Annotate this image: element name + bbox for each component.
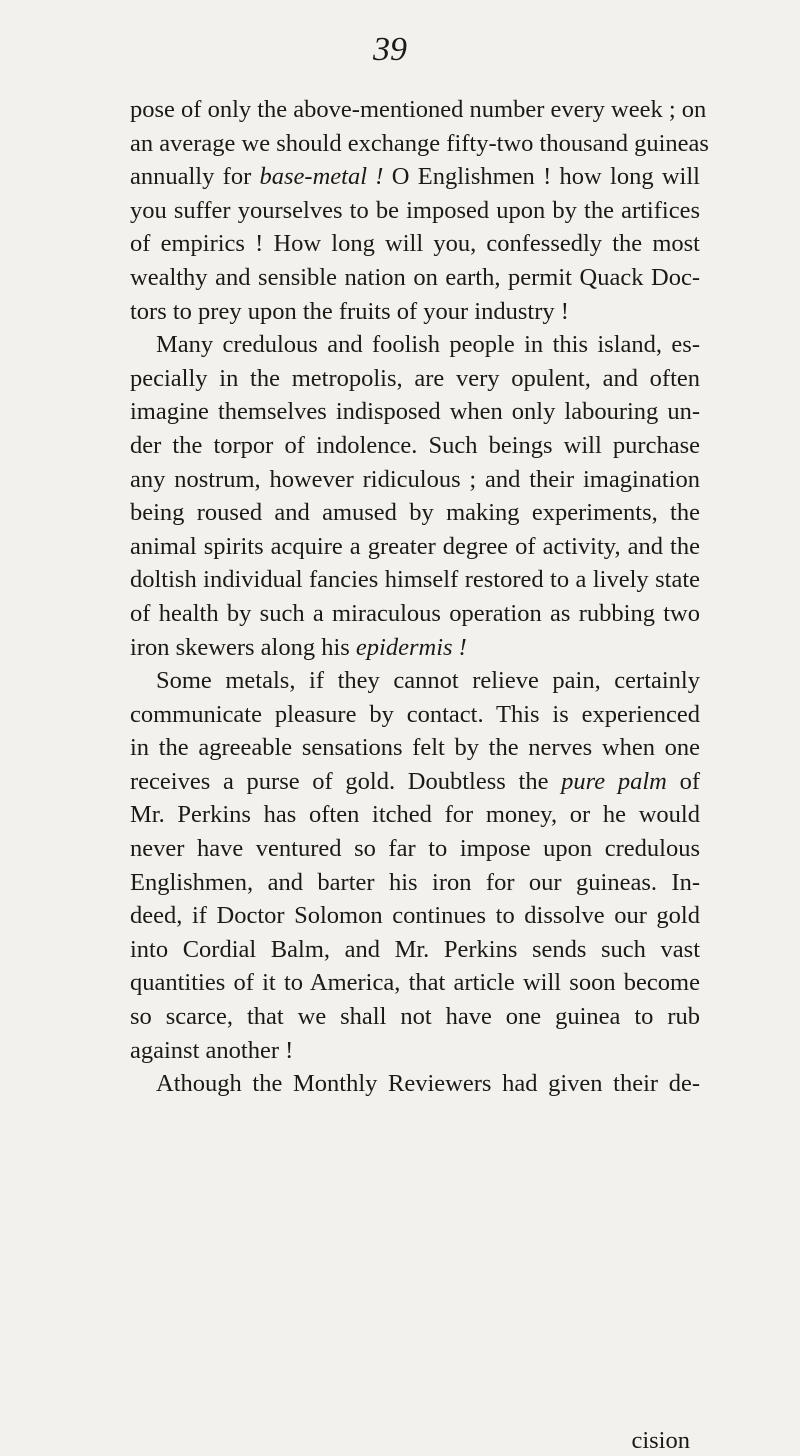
text-line: Athough the Monthly Reviewers had given their de-	[156, 1070, 700, 1098]
text-segment: annually for	[130, 163, 260, 191]
text-line: quantities of it to America, that article will soon become	[130, 969, 700, 997]
text-segment: iron skewers along his	[130, 633, 356, 661]
text-line: you suffer yourselves to be imposed upon by the artifices	[130, 196, 700, 224]
page-number: 39	[373, 31, 407, 68]
text-line: against another !	[130, 1036, 294, 1064]
text-line: into Cordial Balm, and Mr. Perkins sends such vast	[130, 935, 700, 963]
text-line: of health by such a miraculous operation as rubbing two	[130, 599, 700, 627]
text-line: der the torpor of indolence. Such beings will purchase	[130, 431, 700, 459]
text-line: deed, if Doctor Solomon continues to dissolve our gold	[130, 902, 700, 930]
body-text	[130, 93, 709, 1101]
text-segment: O Englishmen ! how long will	[383, 163, 700, 191]
text-line: tors to prey upon the fruits of your industry !	[130, 297, 569, 325]
text-line: being roused and amused by making experiments, the	[130, 499, 700, 527]
catchword: cision	[631, 1427, 690, 1454]
text-line: Englishmen, and barter his iron for our guineas. In-	[130, 868, 700, 896]
text-line	[130, 631, 700, 665]
italic-text: base-metal !	[259, 163, 384, 191]
text-line: never have ventured so far to impose upon credulous	[130, 835, 700, 863]
text-line	[130, 765, 700, 799]
text-line: Mr. Perkins has often itched for money, or he would	[130, 801, 700, 829]
text-line: pecially in the metropolis, are very opulent, and often	[130, 364, 700, 392]
text-segment: of	[666, 767, 701, 795]
italic-text: epidermis !	[355, 633, 467, 661]
text-line: an average we should exchange fifty-two thousand guineas	[130, 129, 709, 157]
text-segment: receives a purse of gold. Doubtless the	[130, 767, 562, 795]
text-line: animal spirits acquire a greater degree of activity, and the	[130, 532, 700, 560]
text-line: communicate pleasure by contact. This is experienced	[130, 700, 700, 728]
text-line: doltish individual fancies himself restored to a lively state	[130, 566, 700, 594]
text-line: pose of only the above-mentioned number every week ; on	[130, 96, 707, 123]
text-line: of empirics ! How long will you, confessedly the most	[130, 230, 700, 258]
text-line: Some metals, if they cannot relieve pain, certainly	[156, 667, 700, 695]
text-line	[130, 160, 700, 194]
text-line: Many credulous and foolish people in this island, es-	[156, 331, 700, 359]
text-line: imagine themselves indisposed when only labouring un-	[130, 398, 700, 426]
text-line: any nostrum, however ridiculous ; and their imagination	[130, 465, 700, 493]
text-line: in the agreeable sensations felt by the nerves when one	[130, 734, 700, 762]
text-line: so scarce, that we shall not have one guinea to rub	[130, 1003, 700, 1031]
text-line: wealthy and sensible nation on earth, permit Quack Doc-	[130, 263, 700, 291]
italic-text: pure palm	[561, 767, 667, 795]
